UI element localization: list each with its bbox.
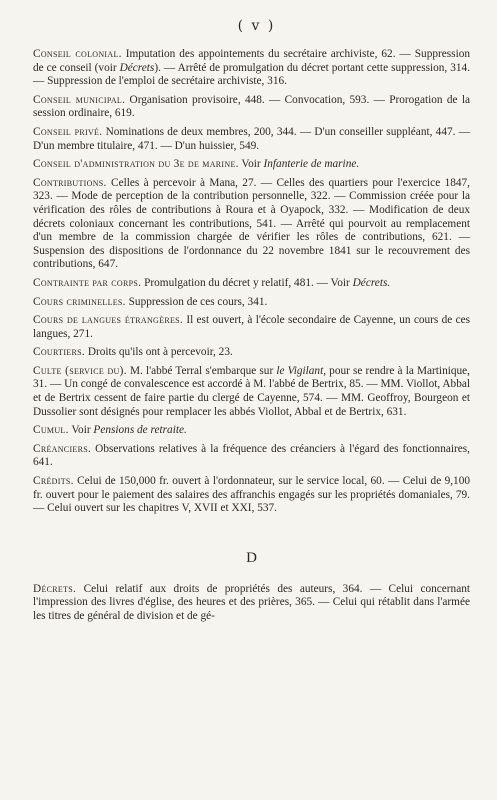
entry-text: Organisation provisoire, 448. — Convocation, 593. — Prorogation de la session ordinaire, 619. <box>33 93 470 120</box>
index-entry <box>33 277 470 291</box>
entry-text: Il est ouvert, à l'école secondaire de Cayenne, un cours de ces langues, 271. <box>33 314 470 340</box>
index-entry <box>33 443 470 470</box>
index-entry <box>33 94 470 121</box>
entry-text: Imputation des appointements du secrétaire archiviste, 62. — Suppression de ce conseil (voir <box>33 48 471 74</box>
entry-text: Droits qu'ils ont à percevoir, 23. <box>85 346 233 359</box>
index-entry <box>33 158 470 172</box>
entry-text: Promulgation du décret y relatif, 481. — Voir <box>141 276 353 289</box>
entry-heading: Contributions. <box>33 176 107 189</box>
section-letter: D <box>246 549 257 566</box>
entry-italic: le Vigilant <box>276 364 324 377</box>
entry-italic: Décrets. <box>352 276 391 289</box>
entry-italic: Infanterie de marine. <box>263 158 360 171</box>
entry-heading: Courtiers. <box>33 346 85 359</box>
entry-text: Voir <box>68 424 94 437</box>
entry-text: Suppression de ces cours, 341. <box>125 295 268 308</box>
index-entries-d <box>33 583 470 624</box>
entry-text: M. l'abbé Terral s'embarque sur <box>126 364 277 377</box>
entry-heading: Conseil colonial. <box>33 48 122 60</box>
index-entry <box>33 314 470 341</box>
index-entry <box>33 346 470 360</box>
index-entry <box>33 475 470 516</box>
entry-heading: Conseil municipal. <box>33 93 126 106</box>
entry-italic: Décrets <box>119 61 155 74</box>
index-entry <box>33 583 470 624</box>
entry-heading: Cours criminelles. <box>33 295 126 308</box>
entry-text: Celui de 150,000 fr. ouvert à l'ordonnateur, sur le service local, 60. — Celui de 9,100 fr. ouvert pour le paiement des salaires des affranchis engagés sur les propriétés domaniales, 79. — Celui ouvert sur les chapitres V, XVII et XXI, 537. <box>33 475 470 515</box>
entry-text: Voir <box>238 158 264 171</box>
entry-heading: Conseil d'administration du 3e de marine. <box>33 158 239 171</box>
index-entry <box>33 365 470 419</box>
entry-heading: Contrainte par corps. <box>33 276 142 289</box>
index-entry <box>33 48 470 89</box>
entry-heading: Décrets. <box>33 582 77 595</box>
index-entries <box>33 48 470 516</box>
entry-heading: Conseil privé. <box>33 125 103 138</box>
index-entry <box>33 424 470 438</box>
entry-heading: Créanciers. <box>33 442 92 455</box>
entry-heading: Culte (service du). <box>33 364 127 377</box>
entry-text: Nominations de deux membres, 200, 344. — D'un conseiller suppléant, 447. — D'un membre titulaire, 471. — D'un huissier, 549. <box>33 125 470 152</box>
entry-text: Celui relatif aux droits de propriétés des auteurs, 364. — Celui concernant l'impression des livres d'église, des heures et des prières, 365. — Celui qui rétablit dans l'armée les titres de général de division et de gé- <box>33 582 470 622</box>
entry-text: , pour se rendre à la Martinique, 31. — Un congé de convalescence est accordé à M. l'abbé de Bertrix, 85. — MM. Viollot, Abbal et de Bertrix cessent de faire partie du clergé de Cayenne, 574. — MM. Geoffroy, Bourgeon et Dussolier sont désignés pour remplacer les abbés Viollot, Abbal et de Bertrix, 631. <box>33 364 470 418</box>
entry-heading: Crédits. <box>33 475 74 488</box>
index-entry <box>33 296 470 310</box>
index-entry <box>33 177 470 272</box>
entry-heading: Cours de langues étrangères. <box>33 314 184 327</box>
page-number: ( v ) <box>237 18 276 34</box>
entry-text: ). — Arrêté de promulgation du décret portant cette suppression, 314. — Suppression de l'emploi de secrétaire archiviste, 316. <box>33 61 470 88</box>
entry-text: Celles à percevoir à Mana, 27. — Celles des quartiers pour l'exercice 1847, 323. — Mode de perception de la contribution personnelle, 322. — Commission créée pour la vérification des rôles de contributions à Roura et à Oyapock, 332. — Modification de deux décrets coloniaux concernant les contributions, 541. — Arrêté qui pourvoit au remplacement d'un membre de la commission chargée de vérifier les rôles de contributions, 621. — Suspension des dispositions de l'ordonnance du 22 novembre 1841 sur le recouvrement des contributions, 647. <box>33 176 470 271</box>
index-entry <box>33 126 470 153</box>
entry-italic: Pensions de retraite. <box>93 424 187 437</box>
entry-text: Observations relatives à la fréquence des créanciers à l'égard des fonctionnaires, 641. <box>33 442 470 469</box>
entry-heading: Cumul. <box>33 424 69 437</box>
